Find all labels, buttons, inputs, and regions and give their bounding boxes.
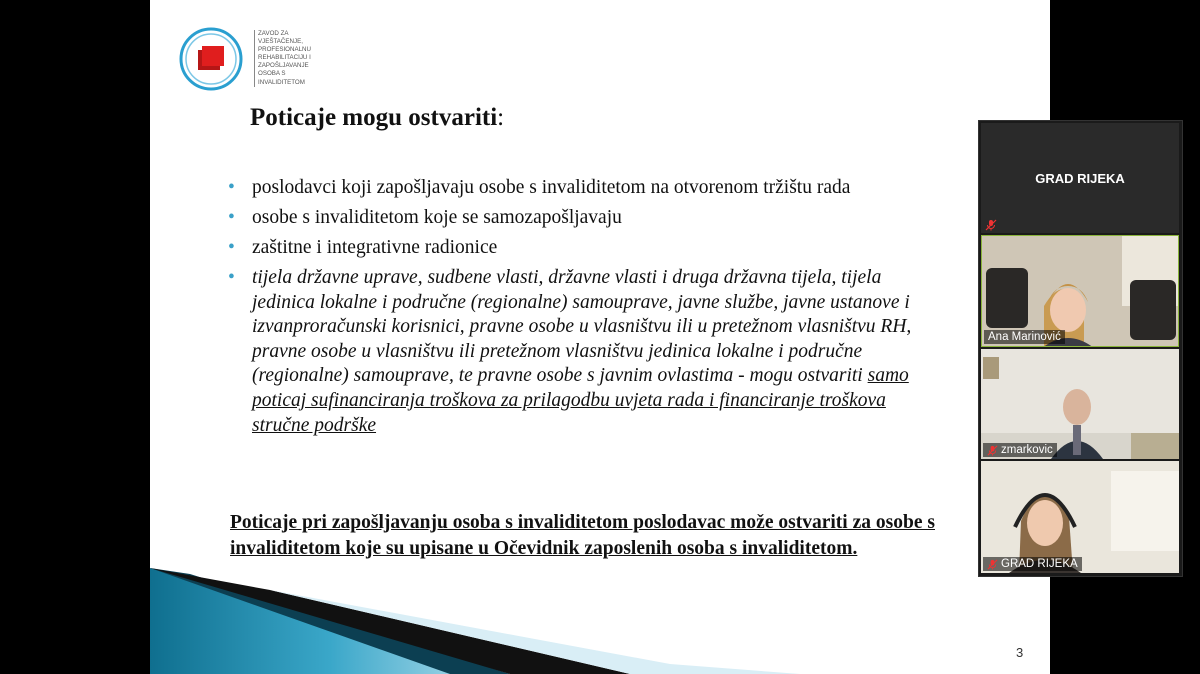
bullet-list [228,176,948,444]
institution-logo [178,26,244,92]
participant-name-tag: GRAD RIJEKA [983,557,1082,571]
video-tile[interactable] [981,349,1179,459]
muted-mic-icon [985,219,997,231]
muted-mic-icon [987,445,998,456]
muted-mic-icon [987,559,998,570]
slide-note: Poticaje pri zapošljavanju osoba s invaliditetom poslodavac može ostvariti za osobe s invaliditetom koje su upisane u Očevidnik zaposlenih osoba s invaliditetom. [230,512,935,559]
bullet-item: • poslodavci koji zapošljavaju osobe s invaliditetom na otvorenom tržištu rada [228,177,851,198]
bullet-item: • osobe s invaliditetom koje se samozapošljavaju [228,207,622,228]
bullet-icon: • [228,207,235,228]
video-tile[interactable] [981,461,1179,573]
participants-panel [978,120,1183,577]
bullet-icon: • [228,237,235,258]
video-tile[interactable] [981,235,1179,347]
bullet-icon: • [228,177,235,198]
participant-name-tag: zmarkovic [983,443,1057,457]
logo-caption: ZAVOD ZA VJEŠTAČENJE, PROFESIONALNU REHABILITACIJU I ZAPOŠLJAVANJE OSOBA S INVALIDITETOM [254,30,328,87]
bullet-icon: • [228,267,235,288]
slide-title: Poticaje mogu ostvariti: [250,104,505,131]
presentation-slide [150,0,1050,674]
bullet-item: • zaštitne i integrativne radionice [228,237,498,258]
bullet-item: • tijela državne uprave, sudbene vlasti, državne vlasti i druga državna tijela, tijela jedinica lokalne i područne (regionalne) samouprave, javne službe, javne ustanove i izvanproračunski korisnici, pravne osobe u vlasništvu ili u pretežnom vlasništvu RH, pravne osobe u vlasništvu ili pretežnom vlasništvu jedinica lokalne i područne (regionalne) samouprave, te pravne osobe s javnim ovlastima - mogu ostvariti samo poticaj sufinanciranja troškova za prilagodbu uvjeta rada i financiranje troškova stručne podrške [228,267,912,436]
participant-name-tag: Ana Marinović [984,330,1065,344]
decorative-swoosh [150,560,1050,674]
host-video-tile[interactable] [981,123,1179,233]
host-tile-title: GRAD RIJEKA [1035,171,1125,186]
page-number: 3 [1016,645,1024,660]
